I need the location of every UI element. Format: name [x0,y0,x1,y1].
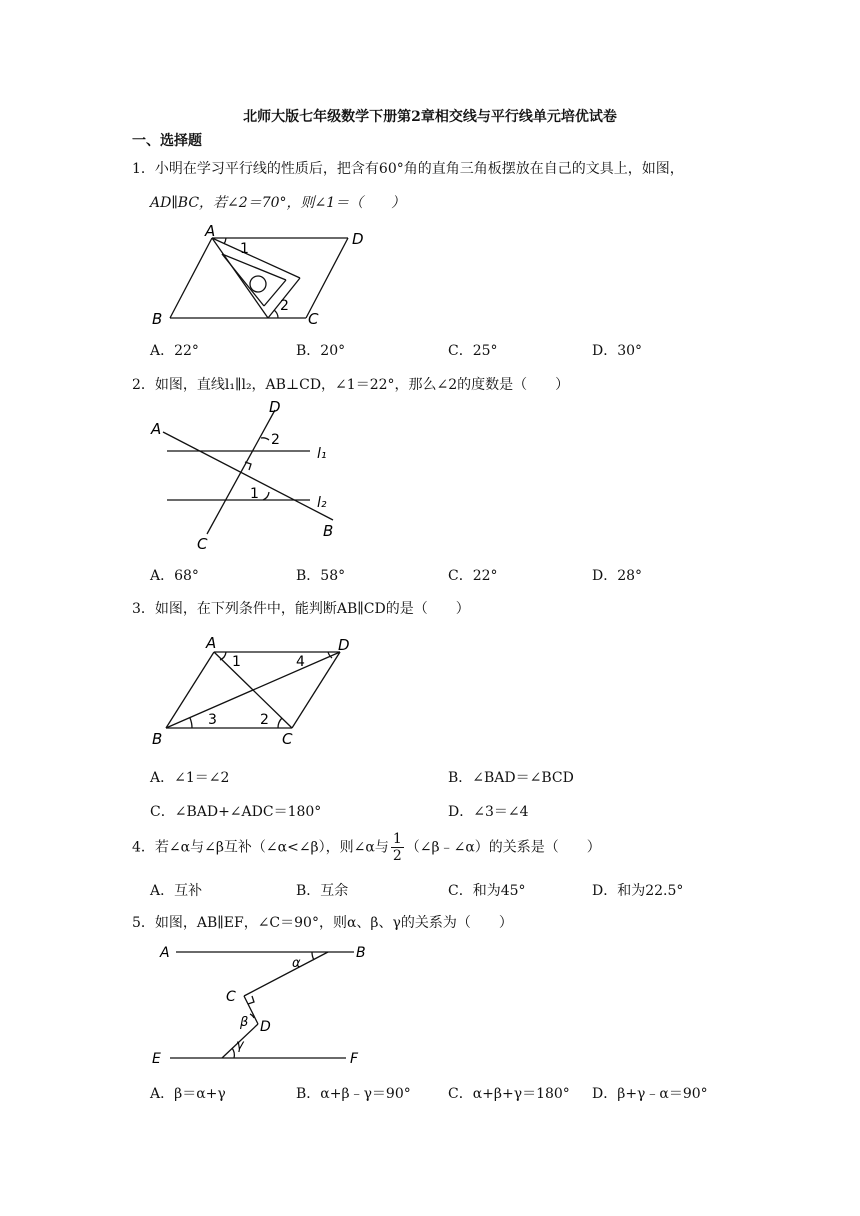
q1-angle-1: 1 [240,241,249,257]
q5-stem: 5．如图，AB∥EF，∠C＝90°，则α、β、γ的关系为（ ） [132,915,513,931]
q2-option-b[interactable]: B．58° [296,568,346,584]
q2-option-d[interactable]: D．28° [592,568,643,584]
q4-option-a[interactable]: A．互补 [150,883,203,899]
q5-option-d[interactable]: D．β+γ﹣α＝90° [592,1086,708,1102]
q3-angle-2: 2 [260,712,269,728]
q4-option-b[interactable]: B．互余 [296,883,349,899]
section-heading: 一、选择题 [132,133,202,149]
q2-figure [145,396,355,554]
q2-label-B: B [323,522,334,540]
q2-label-l1: l₁ [317,446,327,462]
q3-label-A: A [206,634,217,652]
q4-option-c[interactable]: C．和为45° [448,883,526,899]
q5-option-a[interactable]: A．β＝α+γ [150,1086,226,1102]
q2-option-c[interactable]: C．22° [448,568,498,584]
q1-figure [150,222,380,330]
q3-angle-4: 4 [296,654,305,670]
q5-label-C: C [226,989,236,1005]
q3-label-C: C [282,730,293,748]
q1-option-a[interactable]: A．22° [150,343,199,359]
q1-label-B: B [152,310,163,328]
q3-option-c[interactable]: C．∠BAD+∠ADC＝180° [150,804,322,820]
q2-angle-2: 2 [271,432,280,448]
q3-option-a[interactable]: A．∠1＝∠2 [150,770,230,786]
q5-label-E: E [152,1051,161,1067]
q3-label-D: D [338,636,350,654]
q5-label-B: B [356,945,366,961]
q4-stem [132,831,601,864]
q3-option-b[interactable]: B．∠BAD＝∠BCD [448,770,574,786]
q3-label-B: B [152,730,163,748]
q2-label-D: D [269,398,281,416]
q3-stem: 3．如图，在下列条件中，能判断AB∥CD的是（ ） [132,601,470,617]
q4-stem-part-a: 4．若∠α与∠β互补（∠α<∠β），则∠α与 [132,839,389,856]
q2-label-C: C [197,535,208,553]
q1-stem-line2: AD∥BC，若∠2＝70°，则∠1＝（ ） [150,195,406,211]
q2-label-l2: l₂ [317,495,327,511]
q1-label-C: C [308,310,319,328]
q5-option-b[interactable]: B．α+β﹣γ＝90° [296,1086,411,1102]
q5-label-A: A [160,945,170,961]
q4-fraction-denominator: 2 [392,848,402,864]
q2-option-a[interactable]: A．68° [150,568,199,584]
q4-stem-part-b: （∠β﹣∠α）的关系是（ ） [405,839,601,856]
q1-option-d[interactable]: D．30° [592,343,643,359]
q5-angle-gamma: γ [236,1038,244,1053]
q5-option-c[interactable]: C．α+β+γ＝180° [448,1086,570,1102]
q2-angle-1: 1 [250,486,259,502]
q4-option-d[interactable]: D．和为22.5° [592,883,684,899]
q1-option-b[interactable]: B．20° [296,343,346,359]
q4-fraction-numerator: 1 [392,831,402,847]
q3-angle-1: 1 [232,654,241,670]
q5-angle-alpha: α [292,956,301,971]
q1-stem-line1: 1．小明在学习平行线的性质后，把含有60°角的直角三角板摆放在自己的文具上，如图， [132,161,684,177]
q3-option-d[interactable]: D．∠3＝∠4 [448,804,529,820]
q5-figure [148,938,380,1072]
q3-angle-3: 3 [208,712,217,728]
q4-fraction [391,831,404,864]
q2-stem: 2．如图，直线l₁∥l₂，AB⊥CD，∠1＝22°，那么∠2的度数是（ ） [132,377,570,393]
q5-label-F: F [350,1051,359,1067]
q2-label-A: A [151,420,162,438]
q1-label-D: D [352,230,364,248]
q5-angle-beta: β [240,1015,249,1030]
q5-label-D: D [260,1019,271,1035]
page-title: 北师大版七年级数学下册第2章相交线与平行线单元培优试卷 [243,109,617,125]
q3-figure [148,628,368,750]
q1-option-c[interactable]: C．25° [448,343,498,359]
q1-label-A: A [205,222,216,240]
q1-angle-2: 2 [280,298,289,314]
